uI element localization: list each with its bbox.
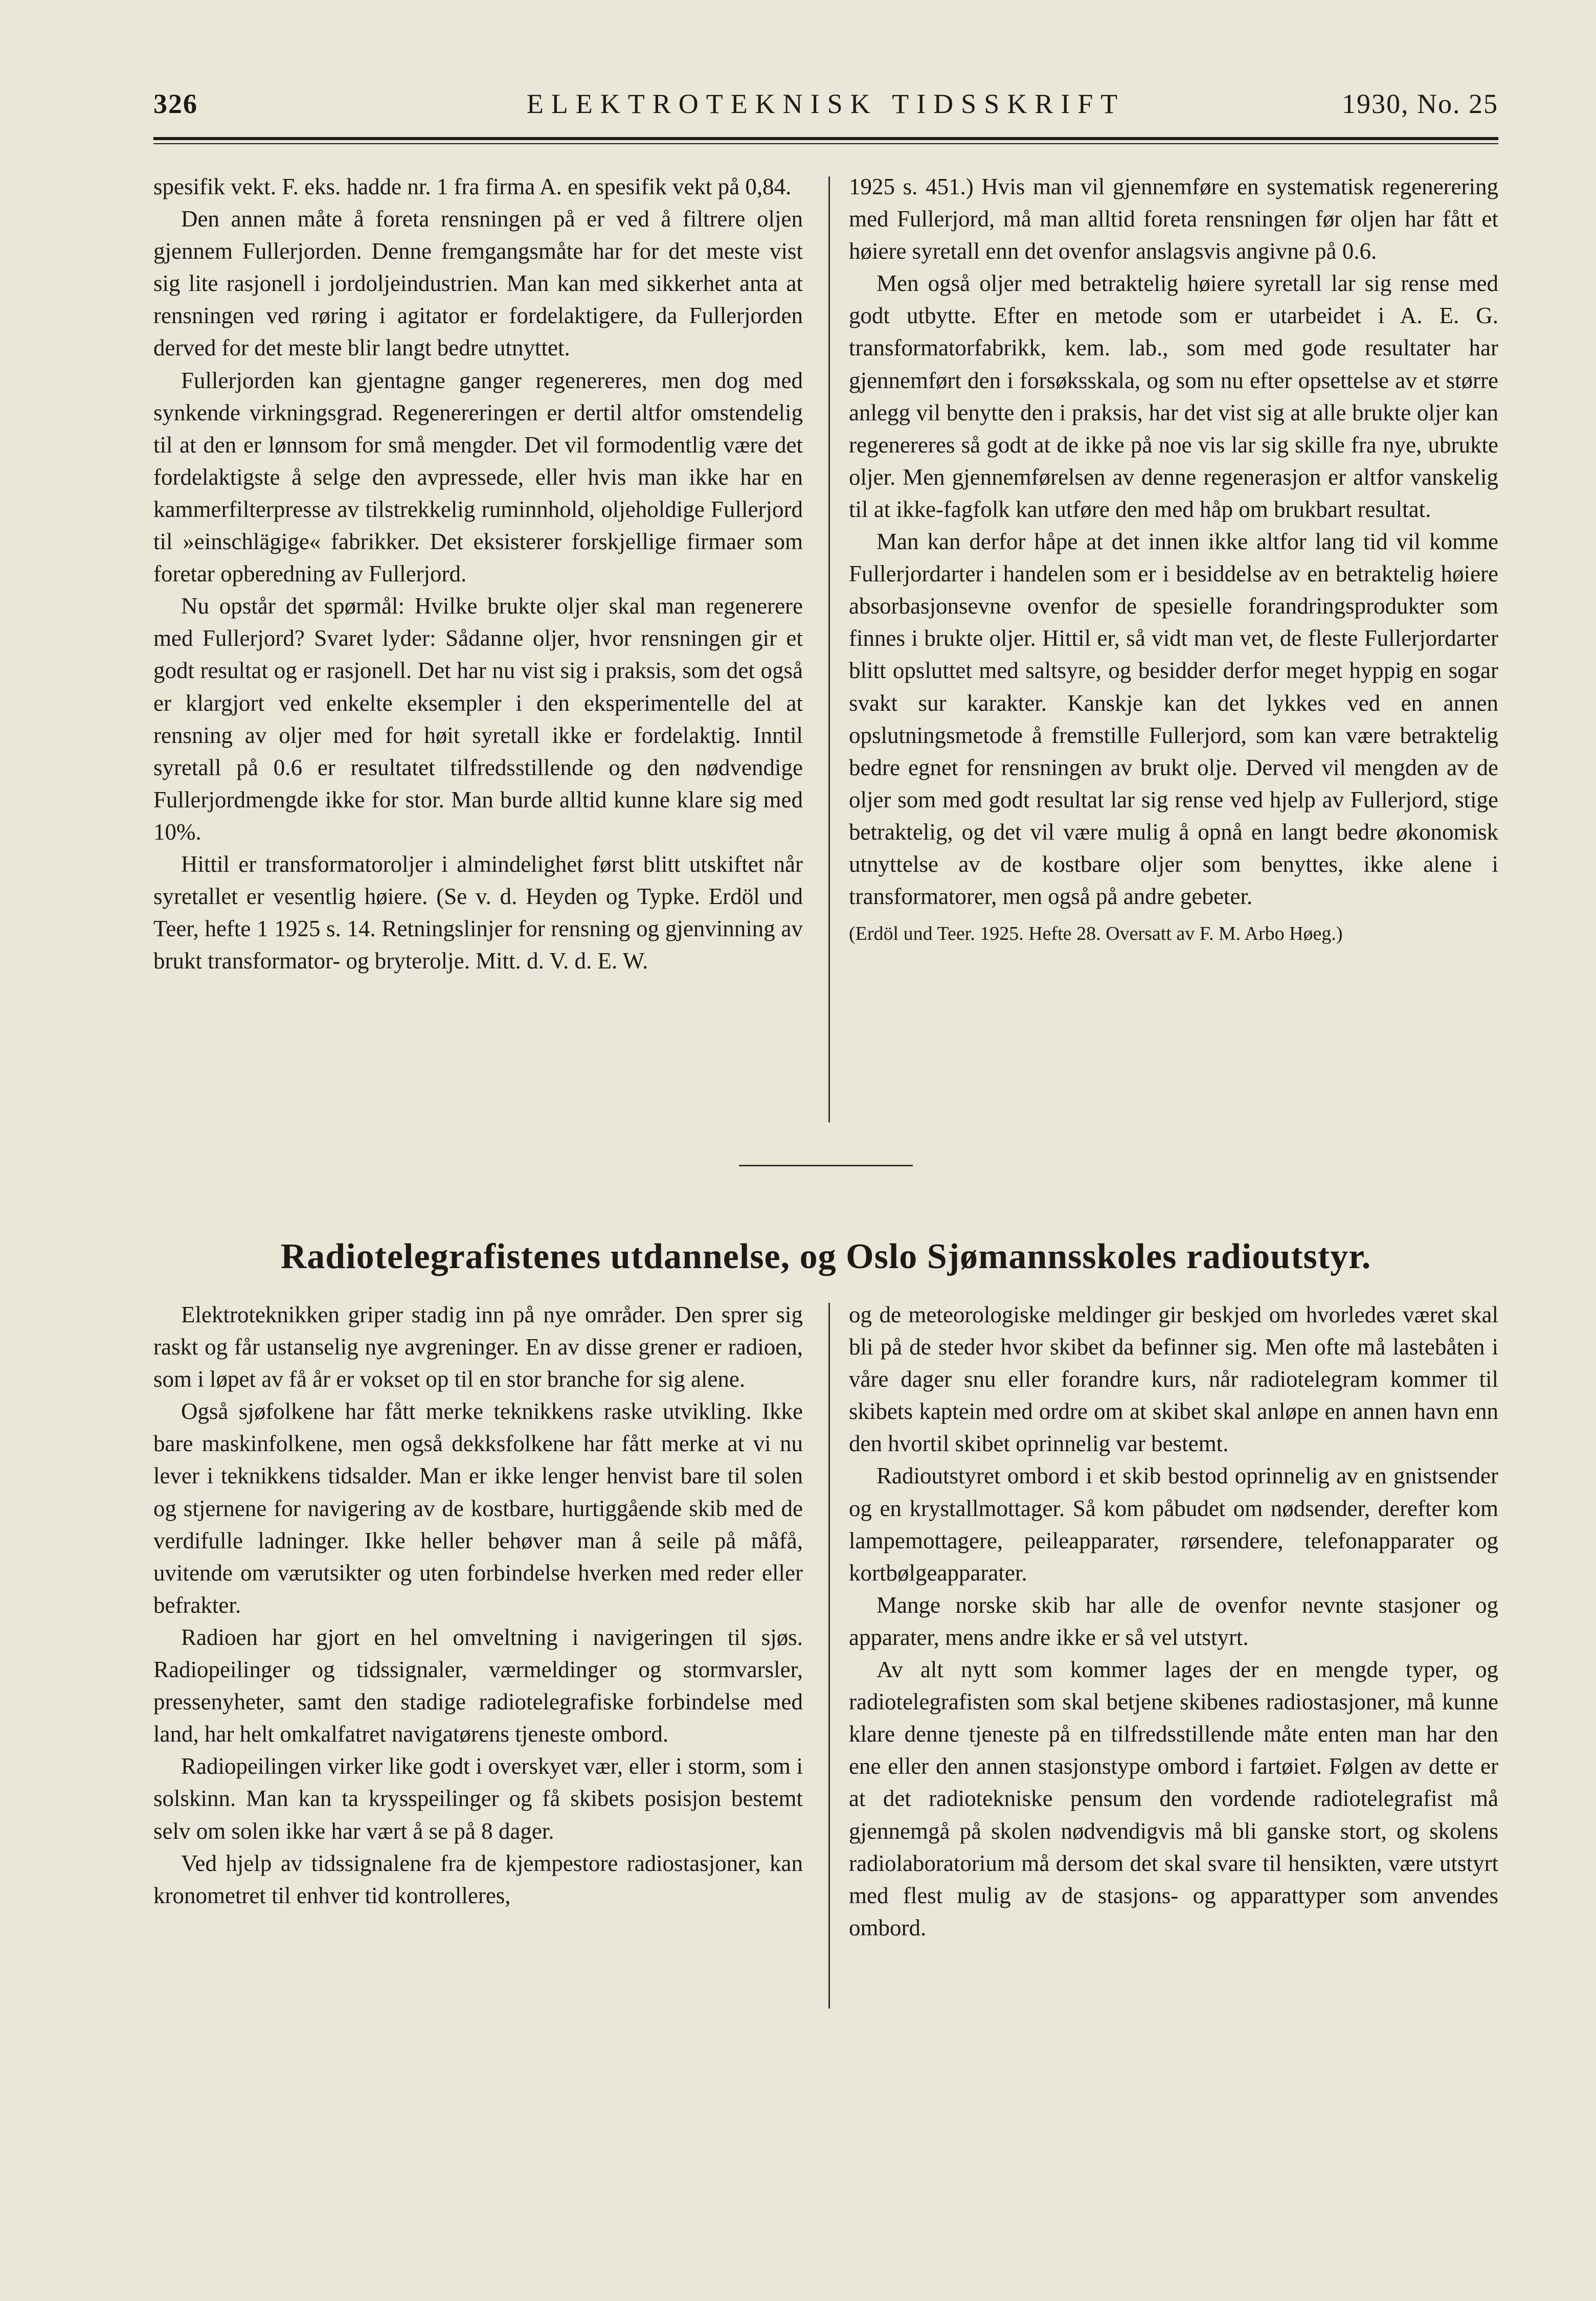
header-rule-thin — [153, 143, 1498, 144]
paragraph: Men også oljer med betraktelig høiere syretall lar sig rense med godt utbytte. Efter en metode som er utarbeidet i A. E. G. transformatorfabrikk, kem. lab., som med gode resultater har gjennemført den i forsøksskala, og som nu efter opsettelse av et større anlegg vil benytte den i praksis, har det vist sig at alle brukte oljer kan regenereres så godt at de ikke på noe vis lar sig skille fra nye, ubrukte oljer. Men gjennemførelsen av denne regenerasjon er altfor vanskelig til at ikke-fagfolk kan utføre den med håp om brukbart resultat. — [849, 270, 1498, 522]
column-divider — [828, 176, 830, 1122]
paragraph: Av alt nytt som kommer lages der en mengde typer, og radiotelegrafisten som skal betjene skibenes radiostasjoner, må kunne klare denne tjeneste på en tilfredsstillende måte enten man har den ene eller den annen stasjonstype ombord i fartøiet. Følgen av dette er at det radiotekniske pensum den vordende radiotelegrafist må gjennemgå på skolen nødvendigvis må bli ganske stort, og skolens radiolaboratorium må dersom det skal svare til hensikten, være utstyrt med flest mulig av de stasjons- og apparattyper som anvendes ombord. — [849, 1657, 1498, 1941]
paragraph: Radioutstyret ombord i et skib bestod oprinnelig av en gnistsender og en krystallmottager. Så kom påbudet om nødsender, derefter kom lampemottagere, peileapparater, rørsendere, telefonapparater og kortbølgeapparater. — [849, 1463, 1498, 1586]
article-title: Radiotelegrafistenes utdannelse, og Oslo Sjømannsskoles radioutstyr. — [280, 1237, 1372, 1276]
paragraph: spesifik vekt. F. eks. hadde nr. 1 fra firma A. en spesifik vekt på 0,84. — [153, 174, 792, 199]
paragraph: Man kan derfor håpe at det innen ikke altfor lang tid vil komme Fullerjordarter i handelen som er i besiddelse av en betraktelig høiere absorbasjonsevne ovenfor de spesielle forandringsprodukter som finnes i brukte oljer. Hittil er, så vidt man vet, de fleste Fullerjordarter blitt opsluttet med saltsyre, og besidder derfor meget hyppig en sogar svakt sur karakter. Kanskje kan det lykkes ved en annen opslutningsmetode å fremstille Fullerjord, som kan være betraktelig bedre egnet for rensningen av brukt olje. Derved vil mengden av de oljer som med godt resultat lar sig rense ved hjelp av Fullerjord, stige betraktelig, og det vil være mulig å opnå en langt bedre økonomisk utnyttelse av de kostbare oljer som benyttes, ikke alene i transformatorer, men også på andre gebeter. — [849, 529, 1498, 910]
paragraph: Fullerjorden kan gjentagne ganger regenereres, men dog med synkende virkningsgrad. Regenereringen er dertil altfor omstendelig til at den er lønnsom for små mengder. Det vil formodentlig være det fordelaktigste å selge den avpressede, eller hvis man ikke har en kammerfilterpresse av tilstrekkelig ruminnhold, oljeholdige Fullerjord til »einschlägige« fabrikker. Det eksisterer forskjellige firmaer som foretar opberedning av Fullerjord. — [153, 367, 803, 587]
column-divider — [828, 1303, 830, 2009]
paragraph: (Erdöl und Teer. 1925. Hefte 28. Oversatt av F. M. Arbo Høeg.) — [849, 923, 1343, 945]
paragraph: Også sjøfolkene har fått merke teknikkens raske utvikling. Ikke bare maskinfolkene, men også dekksfolkene har fått merke at vi nu lever i teknikkens tidsalder. Man er ikke lenger henvist bare til solen og stjernene for navigering av de kostbare, hurtiggående skib med de verdifulle ladninger. Ikke heller behøver man å seile på måfå, uvitende om værutsikter og uten forbindelse hverken med reder eller befrakter. — [153, 1398, 803, 1618]
article1-left-column — [153, 171, 803, 977]
header-rule — [153, 137, 1498, 140]
article-separator — [739, 1165, 913, 1166]
page-number: 326 — [153, 88, 198, 119]
paragraph: og de meteorologiske meldinger gir beskjed om hvorledes været skal bli på de steder hvor skibet da befinner sig. Men ofte må lastebåten i våre dager snu eller forandre kurs, når radiotelegram kommer til skibets kaptein med ordre om at skibet skal anløpe en annen havn enn den hvortil skibet oprinnelig var bestemt. — [849, 1302, 1498, 1457]
issue-label: 1930, No. 25 — [1342, 88, 1498, 119]
paragraph: Mange norske skib har alle de ovenfor nevnte stasjoner og apparater, mens andre ikke er så vel utstyrt. — [849, 1592, 1498, 1650]
article2-left-column — [153, 1299, 803, 1912]
journal-title: ELEKTROTEKNISK TIDSSKRIFT — [526, 88, 1126, 119]
paragraph: Hittil er transformatoroljer i almindelighet først blitt utskiftet når syretallet er vesentlig høiere. (Se v. d. Heyden og Typke. Erdöl und Teer, hefte 1 1925 s. 14. Retningslinjer for rensning og gjenvinning av brukt transformator- og bryterolje. Mitt. d. V. d. E. W. — [153, 851, 803, 974]
paragraph: Ved hjelp av tidssignalene fra de kjempestore radiostasjoner, kan kronometret til enhver tid kontrolleres, — [153, 1850, 803, 1908]
paragraph: Radioen har gjort en hel omveltning i navigeringen til sjøs. Radiopeilinger og tidssignaler, værmeldinger og stormvarsler, pressenyheter, samt den stadige radiotelegrafiske forbindelse med land, har helt omkalfatret navigatørens tjeneste ombord. — [153, 1624, 803, 1747]
paragraph: Nu opstår det spørmål: Hvilke brukte oljer skal man regenerere med Fullerjord? Svaret lyder: Sådanne oljer, hvor rensningen gir et godt resultat og er rasjonell. Det har nu vist sig i praksis, som det også er klargjort ved enkelte eksempler i den eksperimentelle del at rensning av oljer med for høit syretall ikke er fordelaktig. Inntil syretall på 0.6 er resultatet tilfredsstillende og den nødvendige Fullerjordmengde ikke for stor. Man burde alltid kunne klare sig med 10%. — [153, 593, 803, 845]
running-header — [153, 88, 1498, 124]
paragraph: Elektroteknikken griper stadig inn på nye områder. Den sprer sig raskt og får ustanselig nye avgreninger. En av disse grener er radioen, som i løpet av få år er vokset op til en stor branche for sig alene. — [153, 1302, 803, 1392]
paragraph: 1925 s. 451.) Hvis man vil gjennemføre en systematisk regenerering med Fullerjord, må man alltid foreta rensningen før oljen har fått et høiere syretall enn det ovenfor anslagsvis angivne på 0.6. — [849, 174, 1498, 264]
article2-right-column — [849, 1299, 1498, 1944]
article1-right-column — [849, 171, 1498, 950]
paragraph: Den annen måte å foreta rensningen på er ved å filtrere oljen gjennem Fullerjorden. Denne fremgangsmåte har for det meste vist sig lite rasjonell i jordoljeindustrien. Man kan med sikkerhet anta at rensningen ved røring i agitator er fordelaktigere, da Fullerjorden derved for det meste blir langt bedre utnyttet. — [153, 206, 803, 361]
paragraph: Radiopeilingen virker like godt i overskyet vær, eller i storm, som i solskinn. Man kan ta krysspeilinger og få skibets posisjon bestemt selv om solen ikke har vært å se på 8 dager. — [153, 1753, 803, 1844]
